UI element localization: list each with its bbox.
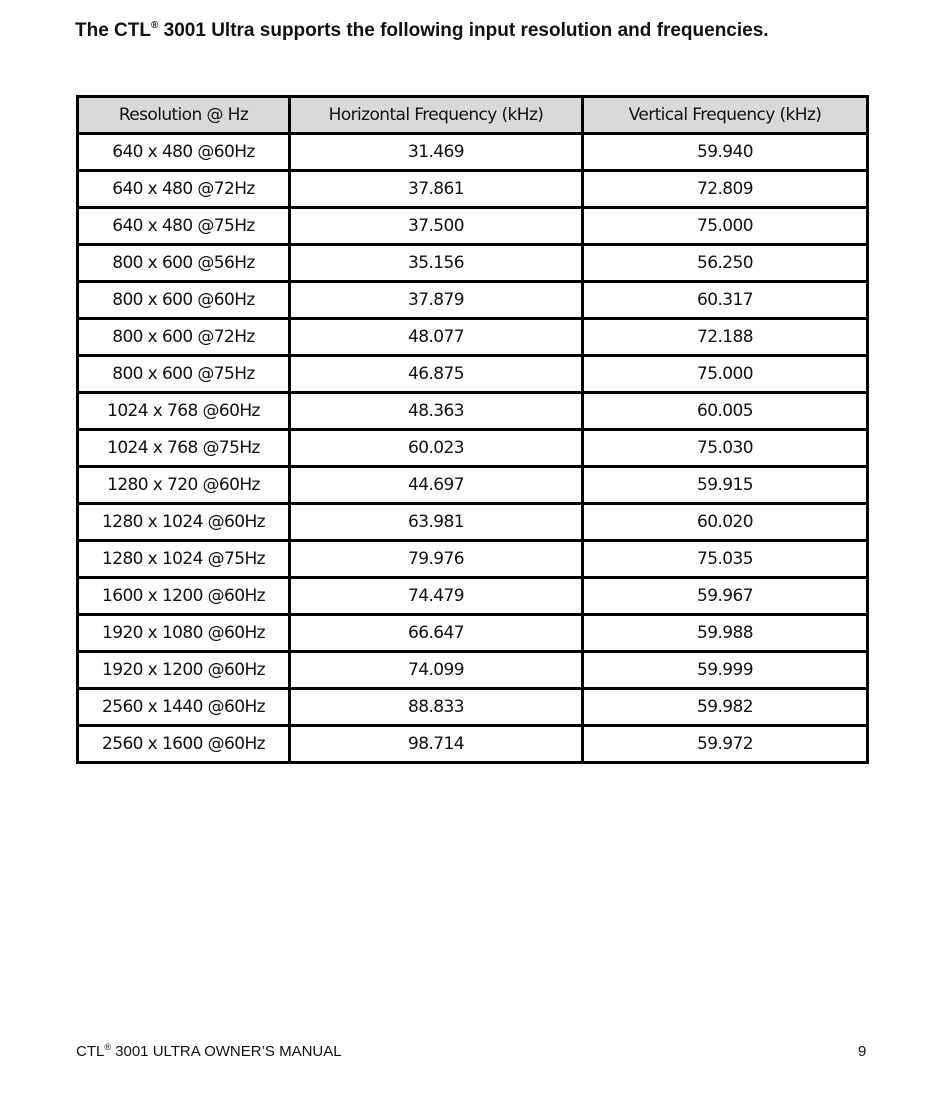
horizontal-frequency-cell: 37.500: [290, 208, 583, 245]
horizontal-frequency-cell: 46.875: [290, 356, 583, 393]
vertical-frequency-cell: 72.809: [583, 171, 868, 208]
table-row: [78, 652, 868, 689]
vertical-frequency-cell: 59.915: [583, 467, 868, 504]
resolution-cell: 1920 x 1080 @60Hz: [78, 615, 290, 652]
vertical-frequency-cell: 59.972: [583, 726, 868, 763]
page-heading: [75, 20, 769, 42]
horizontal-frequency-cell: 35.156: [290, 245, 583, 282]
resolution-cell: 800 x 600 @75Hz: [78, 356, 290, 393]
vertical-frequency-cell: 60.020: [583, 504, 868, 541]
footer-brand: CTL: [76, 1043, 105, 1060]
table-row: [78, 467, 868, 504]
resolution-frequency-table: [76, 95, 869, 764]
horizontal-frequency-cell: 74.479: [290, 578, 583, 615]
resolution-cell: 1920 x 1200 @60Hz: [78, 652, 290, 689]
table-row: [78, 504, 868, 541]
table-row: [78, 319, 868, 356]
resolution-cell: 2560 x 1600 @60Hz: [78, 726, 290, 763]
vertical-frequency-cell: 59.940: [583, 134, 868, 171]
vertical-frequency-cell: 60.005: [583, 393, 868, 430]
horizontal-frequency-cell: 37.861: [290, 171, 583, 208]
horizontal-frequency-cell: 48.077: [290, 319, 583, 356]
resolution-cell: 1280 x 720 @60Hz: [78, 467, 290, 504]
vertical-frequency-cell: 59.988: [583, 615, 868, 652]
table-row: [78, 282, 868, 319]
table-row: [78, 726, 868, 763]
column-header-horizontal-frequency: Horizontal Frequency (kHz): [290, 97, 583, 134]
resolution-cell: 640 x 480 @72Hz: [78, 171, 290, 208]
horizontal-frequency-cell: 31.469: [290, 134, 583, 171]
horizontal-frequency-cell: 88.833: [290, 689, 583, 726]
table-row: [78, 430, 868, 467]
resolution-cell: 2560 x 1440 @60Hz: [78, 689, 290, 726]
resolution-cell: 1280 x 1024 @60Hz: [78, 504, 290, 541]
resolution-cell: 640 x 480 @75Hz: [78, 208, 290, 245]
page-number: 9: [858, 1043, 867, 1060]
table-row: [78, 134, 868, 171]
horizontal-frequency-cell: 37.879: [290, 282, 583, 319]
vertical-frequency-cell: 59.999: [583, 652, 868, 689]
horizontal-frequency-cell: 79.976: [290, 541, 583, 578]
heading-brand: The CTL: [75, 20, 151, 41]
vertical-frequency-cell: 60.317: [583, 282, 868, 319]
resolution-cell: 1600 x 1200 @60Hz: [78, 578, 290, 615]
table-row: [78, 541, 868, 578]
vertical-frequency-cell: 75.000: [583, 208, 868, 245]
horizontal-frequency-cell: 63.981: [290, 504, 583, 541]
resolution-cell: 1024 x 768 @60Hz: [78, 393, 290, 430]
table-row: [78, 578, 868, 615]
resolution-cell: 800 x 600 @56Hz: [78, 245, 290, 282]
vertical-frequency-cell: 75.030: [583, 430, 868, 467]
table-row: [78, 356, 868, 393]
table-row: [78, 689, 868, 726]
resolution-cell: 800 x 600 @60Hz: [78, 282, 290, 319]
horizontal-frequency-cell: 48.363: [290, 393, 583, 430]
heading-text: 3001 Ultra supports the following input resolution and frequencies.: [158, 20, 769, 41]
table-header-row: [78, 97, 868, 134]
vertical-frequency-cell: 59.982: [583, 689, 868, 726]
column-header-vertical-frequency: Vertical Frequency (kHz): [583, 97, 868, 134]
vertical-frequency-cell: 75.000: [583, 356, 868, 393]
resolution-cell: 800 x 600 @72Hz: [78, 319, 290, 356]
table-row: [78, 615, 868, 652]
vertical-frequency-cell: 72.188: [583, 319, 868, 356]
table-row: [78, 171, 868, 208]
footer-registered-mark: ®: [104, 1042, 111, 1052]
footer-title-text: 3001 ULTRA OWNER’S MANUAL: [110, 1043, 342, 1060]
table-row: [78, 393, 868, 430]
table-row: [78, 208, 868, 245]
resolution-cell: 640 x 480 @60Hz: [78, 134, 290, 171]
vertical-frequency-cell: 59.967: [583, 578, 868, 615]
horizontal-frequency-cell: 60.023: [290, 430, 583, 467]
heading-registered-mark: ®: [151, 20, 159, 31]
footer-manual-title: [76, 1043, 342, 1060]
horizontal-frequency-cell: 66.647: [290, 615, 583, 652]
horizontal-frequency-cell: 74.099: [290, 652, 583, 689]
table-row: [78, 245, 868, 282]
resolution-cell: 1280 x 1024 @75Hz: [78, 541, 290, 578]
column-header-resolution: Resolution @ Hz: [78, 97, 290, 134]
horizontal-frequency-cell: 44.697: [290, 467, 583, 504]
resolution-cell: 1024 x 768 @75Hz: [78, 430, 290, 467]
vertical-frequency-cell: 75.035: [583, 541, 868, 578]
horizontal-frequency-cell: 98.714: [290, 726, 583, 763]
vertical-frequency-cell: 56.250: [583, 245, 868, 282]
